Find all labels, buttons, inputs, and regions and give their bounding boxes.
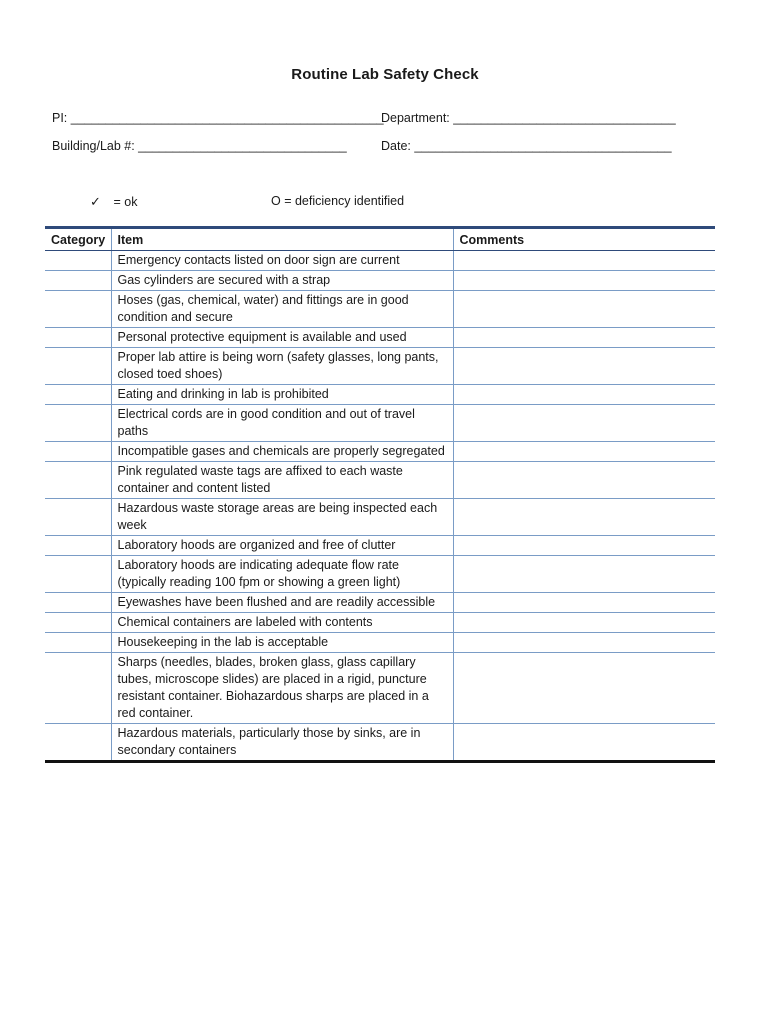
category-cell[interactable] <box>45 499 111 536</box>
comments-cell[interactable] <box>453 328 715 348</box>
table-row <box>45 385 715 405</box>
comments-cell[interactable] <box>453 405 715 442</box>
category-cell[interactable] <box>45 385 111 405</box>
item-cell: Hazardous materials, particularly those by sinks, are in secondary containers <box>111 724 453 762</box>
comments-cell[interactable] <box>453 653 715 724</box>
category-cell[interactable] <box>45 348 111 385</box>
table-row <box>45 613 715 633</box>
item-cell: Personal protective equipment is available and used <box>111 328 453 348</box>
pi-field[interactable]: PI: _____________________________________________ <box>52 111 384 125</box>
table-row <box>45 633 715 653</box>
table-row <box>45 328 715 348</box>
comments-cell[interactable] <box>453 462 715 499</box>
category-cell[interactable] <box>45 633 111 653</box>
category-cell[interactable] <box>45 405 111 442</box>
header-item: Item <box>111 228 453 251</box>
table-row <box>45 271 715 291</box>
comments-cell[interactable] <box>453 348 715 385</box>
comments-cell[interactable] <box>453 613 715 633</box>
comments-cell[interactable] <box>453 556 715 593</box>
item-cell: Laboratory hoods are indicating adequate flow rate (typically reading 100 fpm or showing a green light) <box>111 556 453 593</box>
comments-cell[interactable] <box>453 633 715 653</box>
category-cell[interactable] <box>45 462 111 499</box>
category-cell[interactable] <box>45 613 111 633</box>
item-cell: Eyewashes have been flushed and are readily accessible <box>111 593 453 613</box>
comments-cell[interactable] <box>453 536 715 556</box>
header-category: Category <box>45 228 111 251</box>
table-row <box>45 462 715 499</box>
comments-cell[interactable] <box>453 724 715 762</box>
category-cell[interactable] <box>45 442 111 462</box>
checkmark-icon: ✓ <box>90 194 101 209</box>
safety-checklist-table <box>45 226 715 763</box>
table-row <box>45 348 715 385</box>
category-cell[interactable] <box>45 328 111 348</box>
comments-cell[interactable] <box>453 442 715 462</box>
category-cell[interactable] <box>45 593 111 613</box>
table-row <box>45 442 715 462</box>
comments-cell[interactable] <box>453 291 715 328</box>
legend-ok <box>90 194 137 210</box>
document-title: Routine Lab Safety Check <box>291 66 479 83</box>
table-row <box>45 653 715 724</box>
table-row <box>45 536 715 556</box>
item-cell: Gas cylinders are secured with a strap <box>111 271 453 291</box>
item-cell: Proper lab attire is being worn (safety glasses, long pants, closed toed shoes) <box>111 348 453 385</box>
item-cell: Eating and drinking in lab is prohibited <box>111 385 453 405</box>
table-row <box>45 499 715 536</box>
item-cell: Sharps (needles, blades, broken glass, glass capillary tubes, microscope slides) are placed in a rigid, puncture resistant container. Biohazardous sharps are placed in a red container. <box>111 653 453 724</box>
item-cell: Housekeeping in the lab is acceptable <box>111 633 453 653</box>
category-cell[interactable] <box>45 536 111 556</box>
table-header-row <box>45 228 715 251</box>
item-cell: Chemical containers are labeled with contents <box>111 613 453 633</box>
header-comments: Comments <box>453 228 715 251</box>
category-cell[interactable] <box>45 556 111 593</box>
legend-ok-text: = ok <box>113 195 138 209</box>
item-cell: Emergency contacts listed on door sign are current <box>111 251 453 271</box>
date-field[interactable]: Date: _____________________________________ <box>381 139 672 153</box>
category-cell[interactable] <box>45 251 111 271</box>
table-row <box>45 251 715 271</box>
table-row <box>45 724 715 762</box>
table-row <box>45 556 715 593</box>
category-cell[interactable] <box>45 271 111 291</box>
legend-deficiency: O = deficiency identified <box>271 194 405 208</box>
item-cell: Incompatible gases and chemicals are properly segregated <box>111 442 453 462</box>
table-row <box>45 291 715 328</box>
category-cell[interactable] <box>45 724 111 762</box>
item-cell: Hazardous waste storage areas are being inspected each week <box>111 499 453 536</box>
category-cell[interactable] <box>45 291 111 328</box>
item-cell: Laboratory hoods are organized and free of clutter <box>111 536 453 556</box>
comments-cell[interactable] <box>453 385 715 405</box>
table-row <box>45 405 715 442</box>
table-row <box>45 593 715 613</box>
category-cell[interactable] <box>45 653 111 724</box>
department-field[interactable]: Department: ________________________________ <box>381 111 676 125</box>
building-lab-field[interactable]: Building/Lab #: ______________________________ <box>52 139 347 153</box>
comments-cell[interactable] <box>453 593 715 613</box>
comments-cell[interactable] <box>453 499 715 536</box>
item-cell: Electrical cords are in good condition and out of travel paths <box>111 405 453 442</box>
item-cell: Hoses (gas, chemical, water) and fittings are in good condition and secure <box>111 291 453 328</box>
comments-cell[interactable] <box>453 271 715 291</box>
comments-cell[interactable] <box>453 251 715 271</box>
item-cell: Pink regulated waste tags are affixed to each waste container and content listed <box>111 462 453 499</box>
